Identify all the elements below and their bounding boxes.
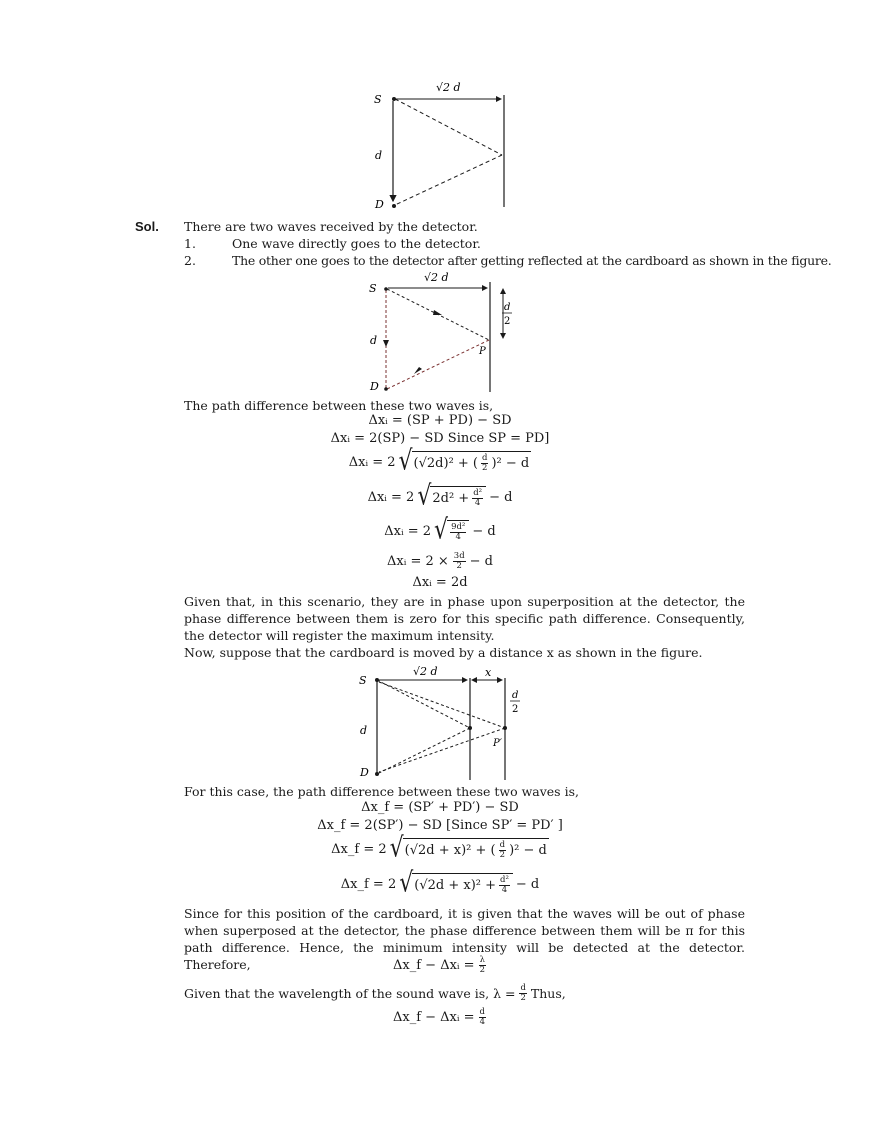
- equation-3: Δxᵢ = 2 √ (√2d)² + ( $\frac{d}{2}$ )² − d: [348, 445, 530, 477]
- fig3-label-s: S: [359, 674, 367, 687]
- eq6-lhs: Δxᵢ = 2 ×: [386, 554, 449, 569]
- item-1-text: One wave directly goes to the detector.: [232, 236, 481, 251]
- wavelength-line: [184, 984, 566, 1003]
- figure-2: [362, 268, 522, 396]
- equation-10: Δx_f = 2 √ (√2d + x)² + ( $\frac{d}{2}$ )² − d: [331, 832, 547, 864]
- item-1-number: 1.: [184, 236, 196, 251]
- paragraph-move-cardboard: Now, suppose that the cardboard is moved by a distance x as shown in the figure.: [184, 645, 703, 660]
- fig2-label-top: √2 d: [424, 271, 449, 284]
- fig1-label-d: d: [375, 149, 383, 162]
- equation-8: Δx_f = (SP′ + PD′) − SD: [361, 800, 519, 815]
- fig3-label-p: P′: [493, 738, 502, 749]
- eq12-lhs: Δx_f − Δxᵢ =: [393, 958, 475, 973]
- fig1-label-s: S: [374, 93, 382, 106]
- figure-3: [355, 662, 530, 784]
- eq3-lhs: Δxᵢ = 2: [348, 454, 396, 470]
- eq3-frac: $\frac{d}{2}$: [482, 453, 488, 473]
- fig3-half-num: d: [512, 690, 519, 701]
- eq4-frac: $\frac{\text{d²}}{4}$: [473, 488, 483, 508]
- eq10-frac: $\frac{d}{2}$: [499, 840, 506, 860]
- figure-1: [365, 75, 515, 215]
- eq5-tail: − d: [472, 523, 496, 539]
- eq5-lhs: Δxᵢ = 2: [384, 523, 432, 539]
- equation-1: Δxᵢ = (SP + PD) − SD: [368, 413, 512, 428]
- case-intro: For this case, the path difference between these two waves is,: [184, 784, 579, 799]
- equation-11: Δx_f = 2 √ (√2d + x)² + $\frac{\text{d²}}{4}$ − d: [340, 867, 540, 899]
- paragraph-out-of-phase: Since for this position of the cardboard, it is given that the waves will be out of phase when superposed at the detector, the phase difference between them will be π for this path difference. Hence, the minimum intensity will be detected at the detector. Therefore,: [184, 906, 745, 972]
- eq11-body: (√2d + x)² +: [414, 878, 497, 893]
- solution-label: Sol.: [135, 219, 159, 234]
- eq12-frac: $\frac{\lambda}{2}$: [479, 955, 485, 975]
- eq13-frac: $\frac{d}{4}$: [479, 1007, 485, 1027]
- fig3-label-d: d: [360, 724, 368, 737]
- equation-12: [0, 956, 880, 975]
- fig3-half-den: 2: [512, 704, 519, 715]
- fig3-label-top: √2 d: [413, 665, 438, 678]
- eq11-lhs: Δx_f = 2: [340, 876, 397, 892]
- eq13-lhs: Δx_f − Δxᵢ =: [392, 1010, 475, 1025]
- equation-5: Δxᵢ = 2 √ $\frac{\text{9d²}}{4}$ − d: [384, 514, 496, 546]
- item-2-number: 2.: [184, 253, 196, 268]
- equation-2: Δxᵢ = 2(SP) − SD Since SP = PD]: [330, 431, 550, 446]
- eq10-tail: )² − d: [509, 843, 547, 858]
- eq4-tail: − d: [489, 489, 513, 505]
- wavelength-frac: $\frac{d}{2}$: [520, 983, 526, 1003]
- wavelength-thus: Thus,: [530, 986, 566, 1001]
- fig2-half-den: 2: [504, 316, 511, 327]
- fig1-label-dd: D: [375, 198, 384, 211]
- wavelength-text: Given that the wavelength of the sound wave is, λ =: [184, 986, 516, 1001]
- eq4-lhs: Δxᵢ = 2: [367, 489, 415, 505]
- equation-13: [0, 1008, 880, 1027]
- eq6-frac: $\frac{3d}{2}$: [453, 551, 465, 571]
- eq4-body: 2d² +: [432, 491, 470, 506]
- eq11-tail: − d: [515, 876, 540, 892]
- fig3-label-dd: D: [360, 766, 369, 779]
- eq3-tail: )² − d: [491, 456, 530, 471]
- fig3-label-x: x: [485, 666, 492, 679]
- eq11-frac: $\frac{\text{d²}}{4}$: [500, 875, 509, 895]
- eq6-tail: − d: [469, 554, 493, 569]
- equation-4: Δxᵢ = 2 √ 2d² + $\frac{\text{d²}}{4}$ − d: [367, 480, 513, 512]
- eq10-body: (√2d + x)² + (: [404, 843, 496, 858]
- fig2-label-d: d: [370, 334, 378, 347]
- fig2-label-p: P: [479, 346, 486, 357]
- path-intro: The path difference between these two waves is,: [184, 398, 494, 413]
- eq10-lhs: Δx_f = 2: [331, 841, 387, 857]
- eq3-body: (√2d)² + (: [413, 456, 479, 471]
- fig2-label-dd: D: [370, 380, 379, 393]
- equation-6: [0, 552, 880, 571]
- paragraph-in-phase: Given that, in this scenario, they are in phase upon superposition at the detector, the phase difference between them is zero for this specific path difference. Consequently, the detector will register the maximum intensity.: [184, 594, 745, 643]
- fig2-half-num: d: [504, 302, 511, 313]
- fig2-label-s: S: [369, 282, 377, 295]
- equation-9: Δx_f = 2(SP′) − SD [Since SP′ = PD′ ]: [317, 818, 563, 833]
- equation-7: Δxᵢ = 2d: [412, 575, 468, 590]
- eq5-frac: $\frac{\text{9d²}}{4}$: [451, 522, 466, 542]
- item-2-text: The other one goes to the detector after getting reflected at the cardboard as shown in the figure.: [232, 253, 832, 268]
- fig1-label-top: √2 d: [436, 81, 461, 94]
- solution-intro: There are two waves received by the detector.: [184, 219, 478, 234]
